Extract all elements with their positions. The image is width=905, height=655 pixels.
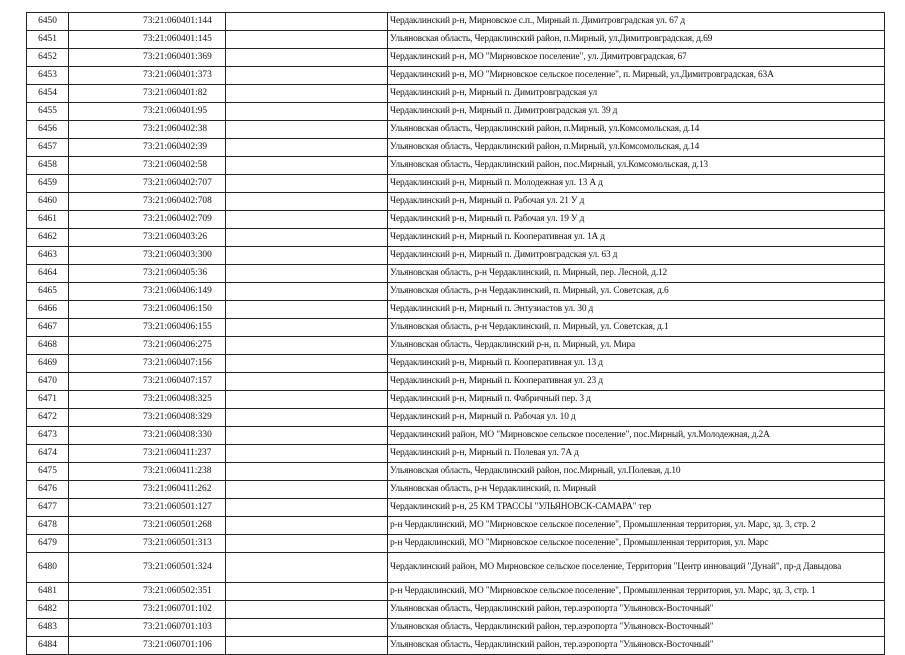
address-cell: Чердаклинский р-н, Мирный п. Кооперативная ул. 23 д	[388, 373, 885, 391]
table-row	[27, 265, 885, 283]
address-cell: Ульяновская область, Чердаклинский район, тер.аэропорта "Ульяновск-Восточный"	[388, 619, 885, 637]
table-row	[27, 301, 885, 319]
table-row	[27, 157, 885, 175]
row-number-cell: 6467	[27, 319, 69, 337]
cadastral-number-cell: 73:21:060411:262	[69, 481, 226, 499]
cadastral-number-cell: 73:21:060406:149	[69, 283, 226, 301]
table-row	[27, 31, 885, 49]
cadastral-number-cell: 73:21:060401:373	[69, 67, 226, 85]
table-row	[27, 67, 885, 85]
cadastral-number-cell: 73:21:060701:106	[69, 637, 226, 655]
address-cell: Ульяновская область, р-н Чердаклинский, п. Мирный, пер. Лесной, д.12	[388, 265, 885, 283]
empty-cell	[226, 229, 388, 247]
empty-cell	[226, 427, 388, 445]
row-number-cell: 6451	[27, 31, 69, 49]
empty-cell	[226, 301, 388, 319]
table-row	[27, 247, 885, 265]
address-cell: Ульяновская область, р-н Чердаклинский, п. Мирный	[388, 481, 885, 499]
empty-cell	[226, 337, 388, 355]
row-number-cell: 6479	[27, 535, 69, 553]
empty-cell	[226, 499, 388, 517]
table-row	[27, 337, 885, 355]
empty-cell	[226, 463, 388, 481]
cadastral-number-cell: 73:21:060501:324	[69, 553, 226, 583]
row-number-cell: 6480	[27, 553, 69, 583]
row-number-cell: 6465	[27, 283, 69, 301]
empty-cell	[226, 517, 388, 535]
table-row	[27, 103, 885, 121]
cadastral-number-cell: 73:21:060405:36	[69, 265, 226, 283]
address-cell: Чердаклинский р-н, МО "Мирновское поселение", ул. Димитровградская, 67	[388, 49, 885, 67]
row-number-cell: 6469	[27, 355, 69, 373]
address-cell: Ульяновская область, Чердаклинский район, п.Мирный, ул.Комсомольская, д.14	[388, 139, 885, 157]
empty-cell	[226, 481, 388, 499]
address-cell: Чердаклинский р-н, Мирновское с.п., Мирный п. Димитровградская ул. 67 д	[388, 13, 885, 31]
cadastral-number-cell: 73:21:060406:155	[69, 319, 226, 337]
cadastral-number-cell: 73:21:060401:145	[69, 31, 226, 49]
address-cell: Чердаклинский р-н, Мирный п. Рабочая ул. 10 д	[388, 409, 885, 427]
table-row	[27, 637, 885, 655]
table-row	[27, 319, 885, 337]
table-row	[27, 445, 885, 463]
address-cell: Чердаклинский р-н, Мирный п. Энтузиастов ул. 30 д	[388, 301, 885, 319]
table-row	[27, 619, 885, 637]
empty-cell	[226, 553, 388, 583]
table-row	[27, 601, 885, 619]
row-number-cell: 6474	[27, 445, 69, 463]
address-cell: Ульяновская область, Чердаклинский район, пос.Мирный, ул.Комсомольская, д.13	[388, 157, 885, 175]
row-number-cell: 6461	[27, 211, 69, 229]
cadastral-number-cell: 73:21:060701:102	[69, 601, 226, 619]
cadastral-number-cell: 73:21:060407:157	[69, 373, 226, 391]
cadastral-number-cell: 73:21:060406:275	[69, 337, 226, 355]
cadastral-number-cell: 73:21:060501:313	[69, 535, 226, 553]
address-cell: Чердаклинский р-н, Мирный п. Димитровградская ул. 39 д	[388, 103, 885, 121]
table-row	[27, 355, 885, 373]
cadastral-number-cell: 73:21:060502:351	[69, 583, 226, 601]
address-cell: Чердаклинский р-н, МО "Мирновское сельское поселение", п. Мирный, ул.Димитровградская, 63А	[388, 67, 885, 85]
address-cell: Чердаклинский р-н, Мирный п. Димитровградская ул. 63 д	[388, 247, 885, 265]
empty-cell	[226, 175, 388, 193]
cadastral-number-cell: 73:21:060407:156	[69, 355, 226, 373]
table-row	[27, 481, 885, 499]
row-number-cell: 6463	[27, 247, 69, 265]
row-number-cell: 6466	[27, 301, 69, 319]
row-number-cell: 6484	[27, 637, 69, 655]
cadastral-number-cell: 73:21:060402:707	[69, 175, 226, 193]
empty-cell	[226, 535, 388, 553]
table-row	[27, 409, 885, 427]
row-number-cell: 6452	[27, 49, 69, 67]
empty-cell	[226, 355, 388, 373]
cadastral-number-cell: 73:21:060403:26	[69, 229, 226, 247]
table-row	[27, 229, 885, 247]
empty-cell	[226, 601, 388, 619]
address-cell: Чердаклинский район, МО "Мирновское сельское поселение", пос.Мирный, ул.Молодежная, д.2А	[388, 427, 885, 445]
row-number-cell: 6458	[27, 157, 69, 175]
table-row	[27, 85, 885, 103]
empty-cell	[226, 103, 388, 121]
row-number-cell: 6459	[27, 175, 69, 193]
table-row	[27, 583, 885, 601]
address-cell: Ульяновская область, Чердаклинский р-н, п. Мирный, ул. Мира	[388, 337, 885, 355]
row-number-cell: 6453	[27, 67, 69, 85]
address-cell: Чердаклинский р-н, Мирный п. Кооперативная ул. 1А д	[388, 229, 885, 247]
cadastral-number-cell: 73:21:060403:300	[69, 247, 226, 265]
table-row	[27, 211, 885, 229]
address-cell: р-н Чердаклинский, МО "Мирновское сельское поселение", Промышленная территория, ул. Марс, зд. 3, стр. 1	[388, 583, 885, 601]
address-cell: Ульяновская область, Чердаклинский район, п.Мирный, ул.Комсомольская, д.14	[388, 121, 885, 139]
empty-cell	[226, 283, 388, 301]
empty-cell	[226, 139, 388, 157]
address-cell: Чердаклинский р-н, Мирный п. Молодежная ул. 13 А д	[388, 175, 885, 193]
empty-cell	[226, 121, 388, 139]
cadastral-number-cell: 73:21:060411:238	[69, 463, 226, 481]
row-number-cell: 6475	[27, 463, 69, 481]
row-number-cell: 6471	[27, 391, 69, 409]
table-row	[27, 121, 885, 139]
address-cell: Чердаклинский р-н, Мирный п. Рабочая ул. 21 У д	[388, 193, 885, 211]
cadastral-number-cell: 73:21:060408:325	[69, 391, 226, 409]
row-number-cell: 6450	[27, 13, 69, 31]
address-cell: Чердаклинский р-н, Мирный п. Фабричный пер. 3 д	[388, 391, 885, 409]
cadastral-number-cell: 73:21:060402:709	[69, 211, 226, 229]
registry-table-body	[27, 13, 885, 655]
row-number-cell: 6456	[27, 121, 69, 139]
table-row	[27, 283, 885, 301]
table-row	[27, 391, 885, 409]
empty-cell	[226, 583, 388, 601]
cadastral-number-cell: 73:21:060401:369	[69, 49, 226, 67]
address-cell: р-н Чердаклинский, МО "Мирновское сельское поселение", Промышленная территория, ул. Марс, зд. 3, стр. 2	[388, 517, 885, 535]
row-number-cell: 6476	[27, 481, 69, 499]
table-row	[27, 463, 885, 481]
table-row	[27, 553, 885, 583]
row-number-cell: 6457	[27, 139, 69, 157]
empty-cell	[226, 265, 388, 283]
table-row	[27, 175, 885, 193]
empty-cell	[226, 67, 388, 85]
empty-cell	[226, 85, 388, 103]
empty-cell	[226, 13, 388, 31]
table-row	[27, 517, 885, 535]
row-number-cell: 6473	[27, 427, 69, 445]
empty-cell	[226, 247, 388, 265]
row-number-cell: 6483	[27, 619, 69, 637]
address-cell: Чердаклинский р-н, Мирный п. Полевая ул. 7А д	[388, 445, 885, 463]
cadastral-number-cell: 73:21:060701:103	[69, 619, 226, 637]
cadastral-number-cell: 73:21:060402:39	[69, 139, 226, 157]
cadastral-number-cell: 73:21:060401:82	[69, 85, 226, 103]
row-number-cell: 6462	[27, 229, 69, 247]
row-number-cell: 6470	[27, 373, 69, 391]
table-row	[27, 499, 885, 517]
empty-cell	[226, 193, 388, 211]
cadastral-number-cell: 73:21:060406:150	[69, 301, 226, 319]
empty-cell	[226, 211, 388, 229]
row-number-cell: 6455	[27, 103, 69, 121]
table-row	[27, 535, 885, 553]
empty-cell	[226, 157, 388, 175]
address-cell: Чердаклинский р-н, Мирный п. Димитровградская ул	[388, 85, 885, 103]
cadastral-number-cell: 73:21:060408:330	[69, 427, 226, 445]
cadastral-number-cell: 73:21:060401:144	[69, 13, 226, 31]
address-cell: Чердаклинский район, МО Мирновское сельское поселение, Территория "Центр инноваций "Дунай", пр-д Давыдова	[388, 553, 885, 583]
cadastral-number-cell: 73:21:060501:268	[69, 517, 226, 535]
cadastral-number-cell: 73:21:060501:127	[69, 499, 226, 517]
empty-cell	[226, 49, 388, 67]
cadastral-number-cell: 73:21:060401:95	[69, 103, 226, 121]
row-number-cell: 6460	[27, 193, 69, 211]
cadastral-number-cell: 73:21:060402:708	[69, 193, 226, 211]
row-number-cell: 6477	[27, 499, 69, 517]
row-number-cell: 6478	[27, 517, 69, 535]
empty-cell	[226, 637, 388, 655]
empty-cell	[226, 373, 388, 391]
cadastral-number-cell: 73:21:060402:38	[69, 121, 226, 139]
address-cell: Ульяновская область, Чердаклинский район, тер.аэропорта "Ульяновск-Восточный"	[388, 601, 885, 619]
empty-cell	[226, 409, 388, 427]
cadastral-number-cell: 73:21:060402:58	[69, 157, 226, 175]
table-row	[27, 13, 885, 31]
address-cell: Ульяновская область, р-н Чердаклинский, п. Мирный, ул. Советская, д.6	[388, 283, 885, 301]
table-row	[27, 139, 885, 157]
row-number-cell: 6454	[27, 85, 69, 103]
address-cell: Чердаклинский р-н, 25 КМ ТРАССЫ "УЛЬЯНОВСК-САМАРА" тер	[388, 499, 885, 517]
table-row	[27, 373, 885, 391]
row-number-cell: 6472	[27, 409, 69, 427]
empty-cell	[226, 319, 388, 337]
empty-cell	[226, 619, 388, 637]
address-cell: Ульяновская область, Чердаклинский район, тер.аэропорта "Ульяновск-Восточный"	[388, 637, 885, 655]
table-row	[27, 193, 885, 211]
address-cell: Чердаклинский р-н, Мирный п. Рабочая ул. 19 У д	[388, 211, 885, 229]
empty-cell	[226, 445, 388, 463]
address-cell: Ульяновская область, Чердаклинский район, пос.Мирный, ул.Полевая, д.10	[388, 463, 885, 481]
row-number-cell: 6468	[27, 337, 69, 355]
cadastral-number-cell: 73:21:060411:237	[69, 445, 226, 463]
row-number-cell: 6464	[27, 265, 69, 283]
empty-cell	[226, 31, 388, 49]
address-cell: р-н Чердаклинский, МО "Мирновское сельское поселение", Промышленная территория, ул. Марс	[388, 535, 885, 553]
registry-table	[26, 12, 885, 655]
address-cell: Ульяновская область, Чердаклинский район, п.Мирный, ул.Димитровградская, д.69	[388, 31, 885, 49]
table-row	[27, 427, 885, 445]
row-number-cell: 6481	[27, 583, 69, 601]
empty-cell	[226, 391, 388, 409]
address-cell: Ульяновская область, р-н Чердаклинский, п. Мирный, ул. Советская, д.1	[388, 319, 885, 337]
address-cell: Чердаклинский р-н, Мирный п. Кооперативная ул. 13 д	[388, 355, 885, 373]
cadastral-number-cell: 73:21:060408:329	[69, 409, 226, 427]
table-row	[27, 49, 885, 67]
row-number-cell: 6482	[27, 601, 69, 619]
